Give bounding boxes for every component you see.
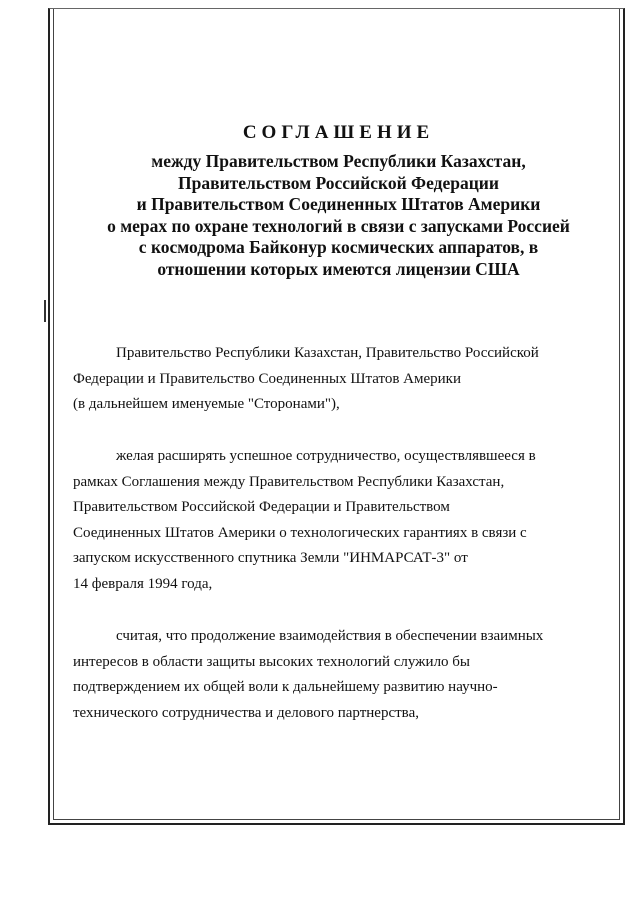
subtitle-line: Правительством Российской Федерации bbox=[178, 172, 499, 193]
document-title: СОГЛАШЕНИЕ bbox=[242, 122, 435, 143]
paragraph-line: Федерации и Правительство Соединенных Штатов Америки bbox=[73, 370, 461, 387]
subtitle-line: отношении которых имеются лицензии США bbox=[157, 258, 520, 279]
paragraph-line: желая расширять успешное сотрудничество, осуществлявшееся в bbox=[116, 448, 536, 464]
paragraph-considering bbox=[73, 624, 583, 726]
paragraph-desiring bbox=[73, 444, 583, 597]
paragraph-line: считая, что продолжение взаимодействия в обеспечении взаимных bbox=[116, 628, 544, 644]
subtitle-line: с космодрома Байконур космических аппаратов, в bbox=[138, 237, 539, 257]
paragraph-parties bbox=[73, 341, 583, 418]
subtitle-line: между Правительством Республики Казахстан, bbox=[151, 151, 526, 171]
paragraph-line: рамках Соглашения между Правительством Республики Казахстан, bbox=[73, 473, 505, 490]
paragraph-line: Правительство Республики Казахстан, Правительство Российской bbox=[116, 345, 539, 361]
paragraph-line: Соединенных Штатов Америки о технологических гарантиях в связи с bbox=[73, 524, 527, 541]
margin-mark bbox=[44, 300, 50, 322]
paragraph-line: 14 февраля 1994 года, bbox=[73, 575, 213, 592]
paragraph-line: технического сотрудничества и делового партнерства, bbox=[73, 704, 419, 721]
document-subtitle bbox=[50, 151, 627, 280]
paragraph-line: запуском искусственного спутника Земли "ИНМАРСАТ-3" от bbox=[73, 550, 468, 566]
paragraph-line: Правительством Российской Федерации и Правительством bbox=[73, 499, 450, 515]
subtitle-line: и Правительством Соединенных Штатов Америки bbox=[136, 194, 541, 214]
paragraph-line: подтверждением их общей воли к дальнейшему развитию научно- bbox=[73, 679, 498, 695]
subtitle-line: о мерах по охране технологий в связи с запусками Россией bbox=[107, 215, 570, 236]
paragraph-line: (в дальнейшем именуемые "Сторонами"), bbox=[73, 396, 340, 412]
paragraph-line: интересов в области защиты высоких технологий служило бы bbox=[73, 653, 471, 670]
